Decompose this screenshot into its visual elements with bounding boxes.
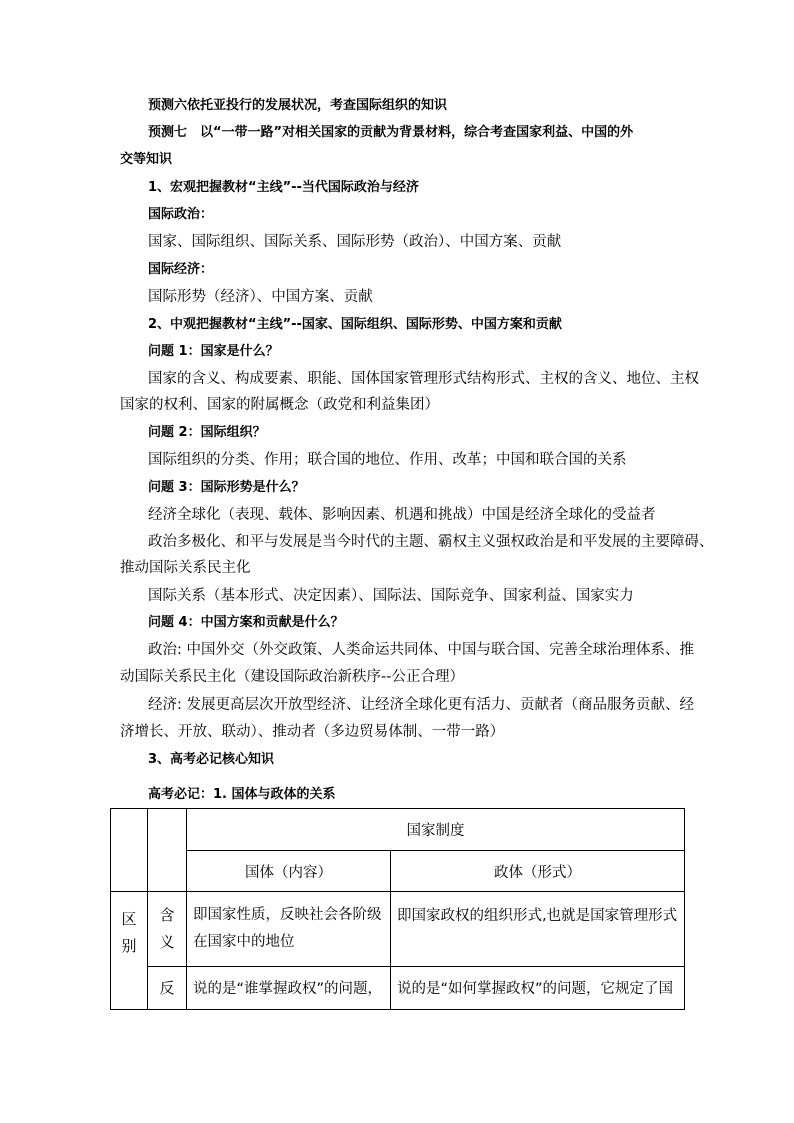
question-3: 问题 3：国际形势是什么？	[148, 480, 305, 495]
table-row-group-difference	[111, 892, 148, 1010]
must-remember-heading: 高考必记：1. 国体与政体的关系	[148, 787, 336, 802]
question-4-politics: 政治: 中国外交（外交政策、人类命运共同体、中国与联合国、完善全球治理体系、推	[148, 642, 694, 658]
question-4-economy: 经济: 发展更高层次开放型经济、让经济全球化更有活力、贡献者（商品服务贡献、经	[148, 697, 694, 713]
section-2-heading: 2、中观把握教材“主线”--国家、国际组织、国际形势、中国方案和贡献	[148, 317, 562, 332]
question-4-economy-cont: 济增长、开放、联动）、推动者（多边贸易体制、一带一路）	[120, 724, 505, 740]
question-1: 问题 1：国家是什么？	[148, 344, 279, 359]
table-corner-cell	[111, 809, 148, 892]
question-3-text-c: 国际关系（基本形式、决定因素）、国际法、国际竞争、国家利益、国家实力	[148, 588, 634, 604]
intl-economy-text: 国际形势（经济）、中国方案、贡献	[148, 289, 373, 305]
question-1-text: 国家的含义、构成要素、职能、国体国家管理形式结构形式、主权的含义、地位、主权	[148, 371, 699, 387]
table-cell-state-reflect: 说的是“谁掌握政权”的问题，	[187, 967, 391, 1010]
question-4: 问题 4：中国方案和贡献是什么？	[148, 615, 344, 630]
question-2: 问题 2：国际组织？	[148, 425, 266, 440]
question-3-text-b: 政治多极化、和平与发展是当今时代的主题、霸权主义强权政治是和平发展的主要障碍、	[148, 534, 714, 550]
prediction-6: 预测六依托亚投行的发展状况，考查国际组织的知识	[148, 98, 448, 113]
prediction-7: 预测七 以“一带一路”对相关国家的贡献为背景材料，综合考查国家利益、中国的外	[148, 125, 634, 140]
section-1-heading: 1、宏观把握教材“主线”--当代国际政治与经济	[148, 180, 419, 195]
section-3-heading: 3、高考必记核心知识	[148, 752, 275, 767]
question-3-text-b-cont: 推动国际关系民主化	[120, 560, 251, 576]
state-system-table	[110, 808, 685, 1010]
question-3-text-a: 经济全球化（表现、载体、影响因素、机遇和挑战）中国是经济全球化的受益者	[148, 507, 656, 523]
table-col-government-form: 政体（形式）	[391, 851, 685, 892]
table-cell-government-reflect: 说的是“如何掌握政权”的问题，它规定了国	[391, 967, 685, 1010]
table-cell-government-meaning: 即国家政权的组织形式,也就是国家管理形式	[391, 892, 685, 967]
table-row-label-reflect: 反	[148, 967, 187, 1010]
intl-economy-label: 国际经济：	[148, 262, 214, 277]
intl-politics-text: 国家、国际组织、国际关系、国际形势（政治）、中国方案、贡献	[148, 234, 562, 250]
intl-politics-label: 国际政治：	[148, 207, 214, 222]
question-2-text: 国际组织的分类、作用；联合国的地位、作用、改革；中国和联合国的关系	[148, 452, 627, 468]
question-4-politics-cont: 动国际关系民主化（建设国际政治新秩序--公正合理）	[120, 669, 464, 685]
table-header-state-system: 国家制度	[187, 809, 685, 851]
table-row-label-meaning	[148, 892, 187, 967]
row-group-label: 区别	[121, 910, 137, 955]
table-cell-state-meaning: 即国家性质，反映社会各阶级在国家中的地位	[187, 892, 391, 967]
question-1-text-cont: 国家的权利、国家的附属概念（政党和利益集团）	[120, 397, 439, 413]
table-col-state-nature: 国体（内容）	[187, 851, 391, 892]
table-corner-cell-2	[148, 809, 187, 892]
prediction-7-cont: 交等知识	[120, 152, 173, 167]
row-label-meaning: 含义	[159, 906, 175, 951]
